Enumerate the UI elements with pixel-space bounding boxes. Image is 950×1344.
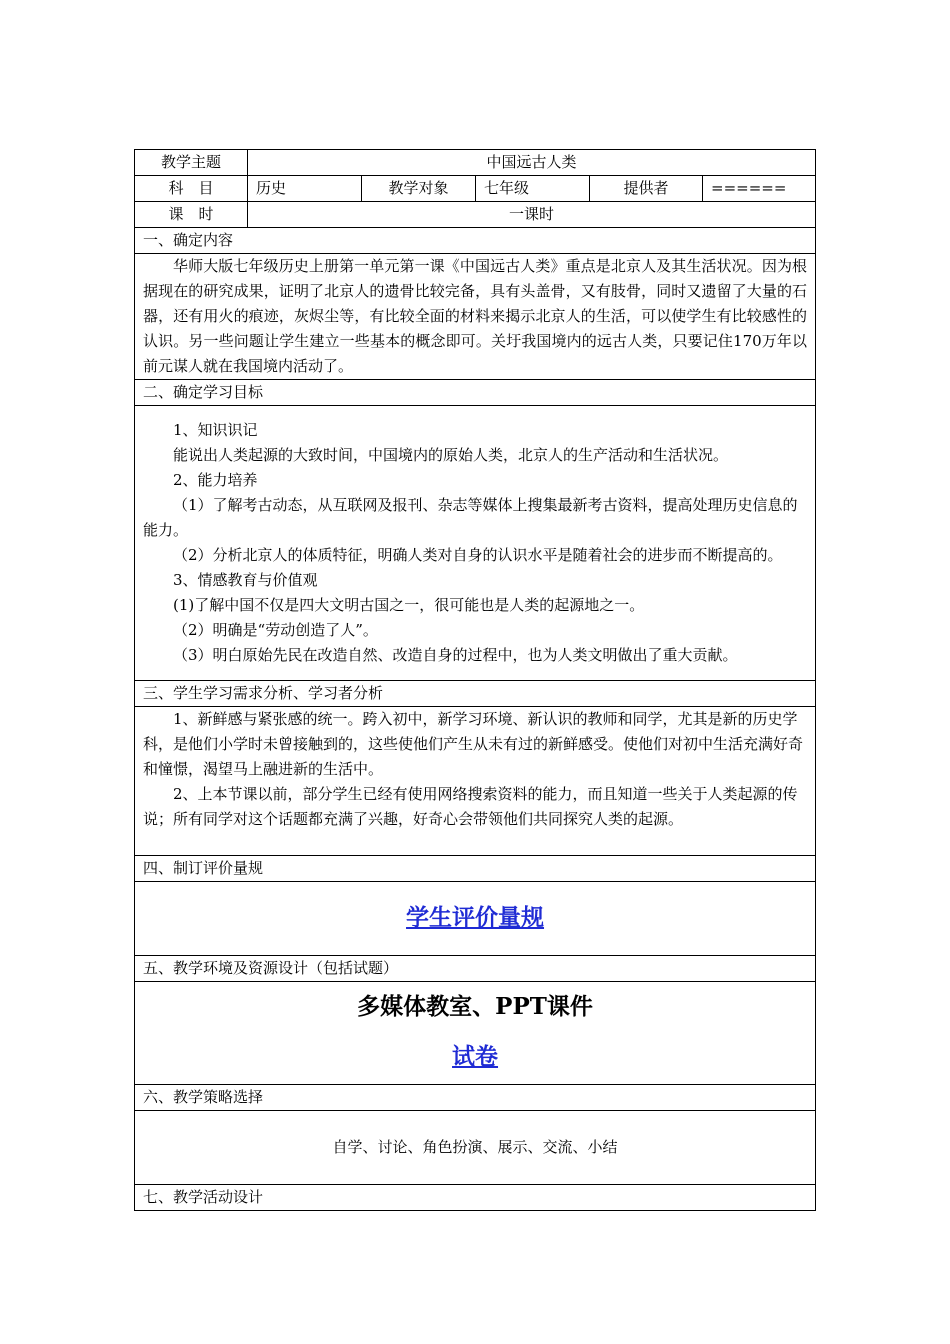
knowledge-title: 1、知识识记: [173, 421, 258, 439]
provider-value: ======: [703, 176, 816, 202]
audience-label: 教学对象: [362, 176, 476, 202]
emotion-item-3: （3）明白原始先民在改造自然、改造自身的过程中，也为人类文明做出了重大贡献。: [173, 646, 738, 664]
audience-value: 七年级: [476, 176, 590, 202]
rubric-link[interactable]: 学生评价量规: [406, 903, 545, 931]
section-activity-title: 七、教学活动设计: [135, 1185, 816, 1211]
subject-value: 历史: [248, 176, 362, 202]
ability-title: 2、能力培养: [173, 471, 258, 489]
environment-text: 多媒体教室、PPT课件: [357, 993, 593, 1020]
ability-item-1: （1）了解考古动态，从互联网及报刊、杂志等媒体上搜集最新考古资料，提高处理历史信息的能力。: [143, 496, 798, 539]
ability-item-2: （2）分析北京人的体质特征，明确人类对自身的认识水平是随着社会的进步而不断提高的。: [173, 546, 783, 564]
exam-link[interactable]: 试卷: [452, 1043, 499, 1070]
section-rubric-title: 四、制订评价量规: [135, 856, 816, 882]
emotion-title: 3、情感教育与价值观: [173, 571, 318, 589]
needs-paragraph-2: 2、上本节课以前，部分学生已经有使用网络搜索资料的能力，而且知道一些关于人类起源的传说；所有同学对这个话题都充满了兴趣，好奇心会带领他们共同探究人类的起源。: [143, 785, 798, 828]
section-strategy-text: 自学、讨论、角色扮演、展示、交流、小结: [135, 1111, 816, 1185]
subject-label: 科 目: [135, 176, 248, 202]
knowledge-text: 能说出人类起源的大致时间，中国境内的原始人类，北京人的生产活动和生活状况。: [173, 446, 729, 464]
topic-value: 中国远古人类: [248, 150, 816, 176]
section-needs-title: 三、学生学习需求分析、学习者分析: [135, 681, 816, 707]
section-needs-body: [135, 707, 816, 856]
section-objectives-body: [135, 406, 816, 681]
section-environment-title: 五、教学环境及资源设计（包括试题）: [135, 956, 816, 982]
emotion-item-1: (1)了解中国不仅是四大文明古国之一，很可能也是人类的起源地之一。: [173, 596, 645, 614]
period-label: 课 时: [135, 202, 248, 228]
section-strategy-title: 六、教学策略选择: [135, 1085, 816, 1111]
topic-label: 教学主题: [135, 150, 248, 176]
needs-paragraph-1: 1、新鲜感与紧张感的统一。跨入初中，新学习环境、新认识的教师和同学，尤其是新的历史学科，是他们小学时未曾接触到的，这些使他们产生从未有过的新鲜感受。使他们对初中生活充满好奇和憧憬，渴望马上融进新的生活中。: [143, 710, 804, 778]
section-rubric-body: [135, 882, 816, 956]
lesson-plan-table: [134, 149, 816, 1211]
section-environment-body: [135, 982, 816, 1085]
emotion-item-2: （2）明确是“劳动创造了人”。: [173, 621, 378, 639]
section-objectives-title: 二、确定学习目标: [135, 380, 816, 406]
lesson-plan-page: [134, 149, 815, 1211]
section-content-title: 一、确定内容: [135, 228, 816, 254]
section-content-text: 华师大版七年级历史上册第一单元第一课《中国远古人类》重点是北京人及其生活状况。因为根据现在的研究成果，证明了北京人的遗骨比较完备，具有头盖骨，又有肢骨，同时又遗留了大量的石器，还有用火的痕迹，灰烬尘等，有比较全面的材料来揭示北京人的生活，可以使学生有比较感性的认识。另一些问题让学生建立一些基本的概念即可。关圩我国境内的远古人类，只要记住170万年以前元谋人就在我国境内活动了。: [135, 254, 816, 380]
provider-label: 提供者: [590, 176, 703, 202]
period-value: 一课时: [248, 202, 816, 228]
